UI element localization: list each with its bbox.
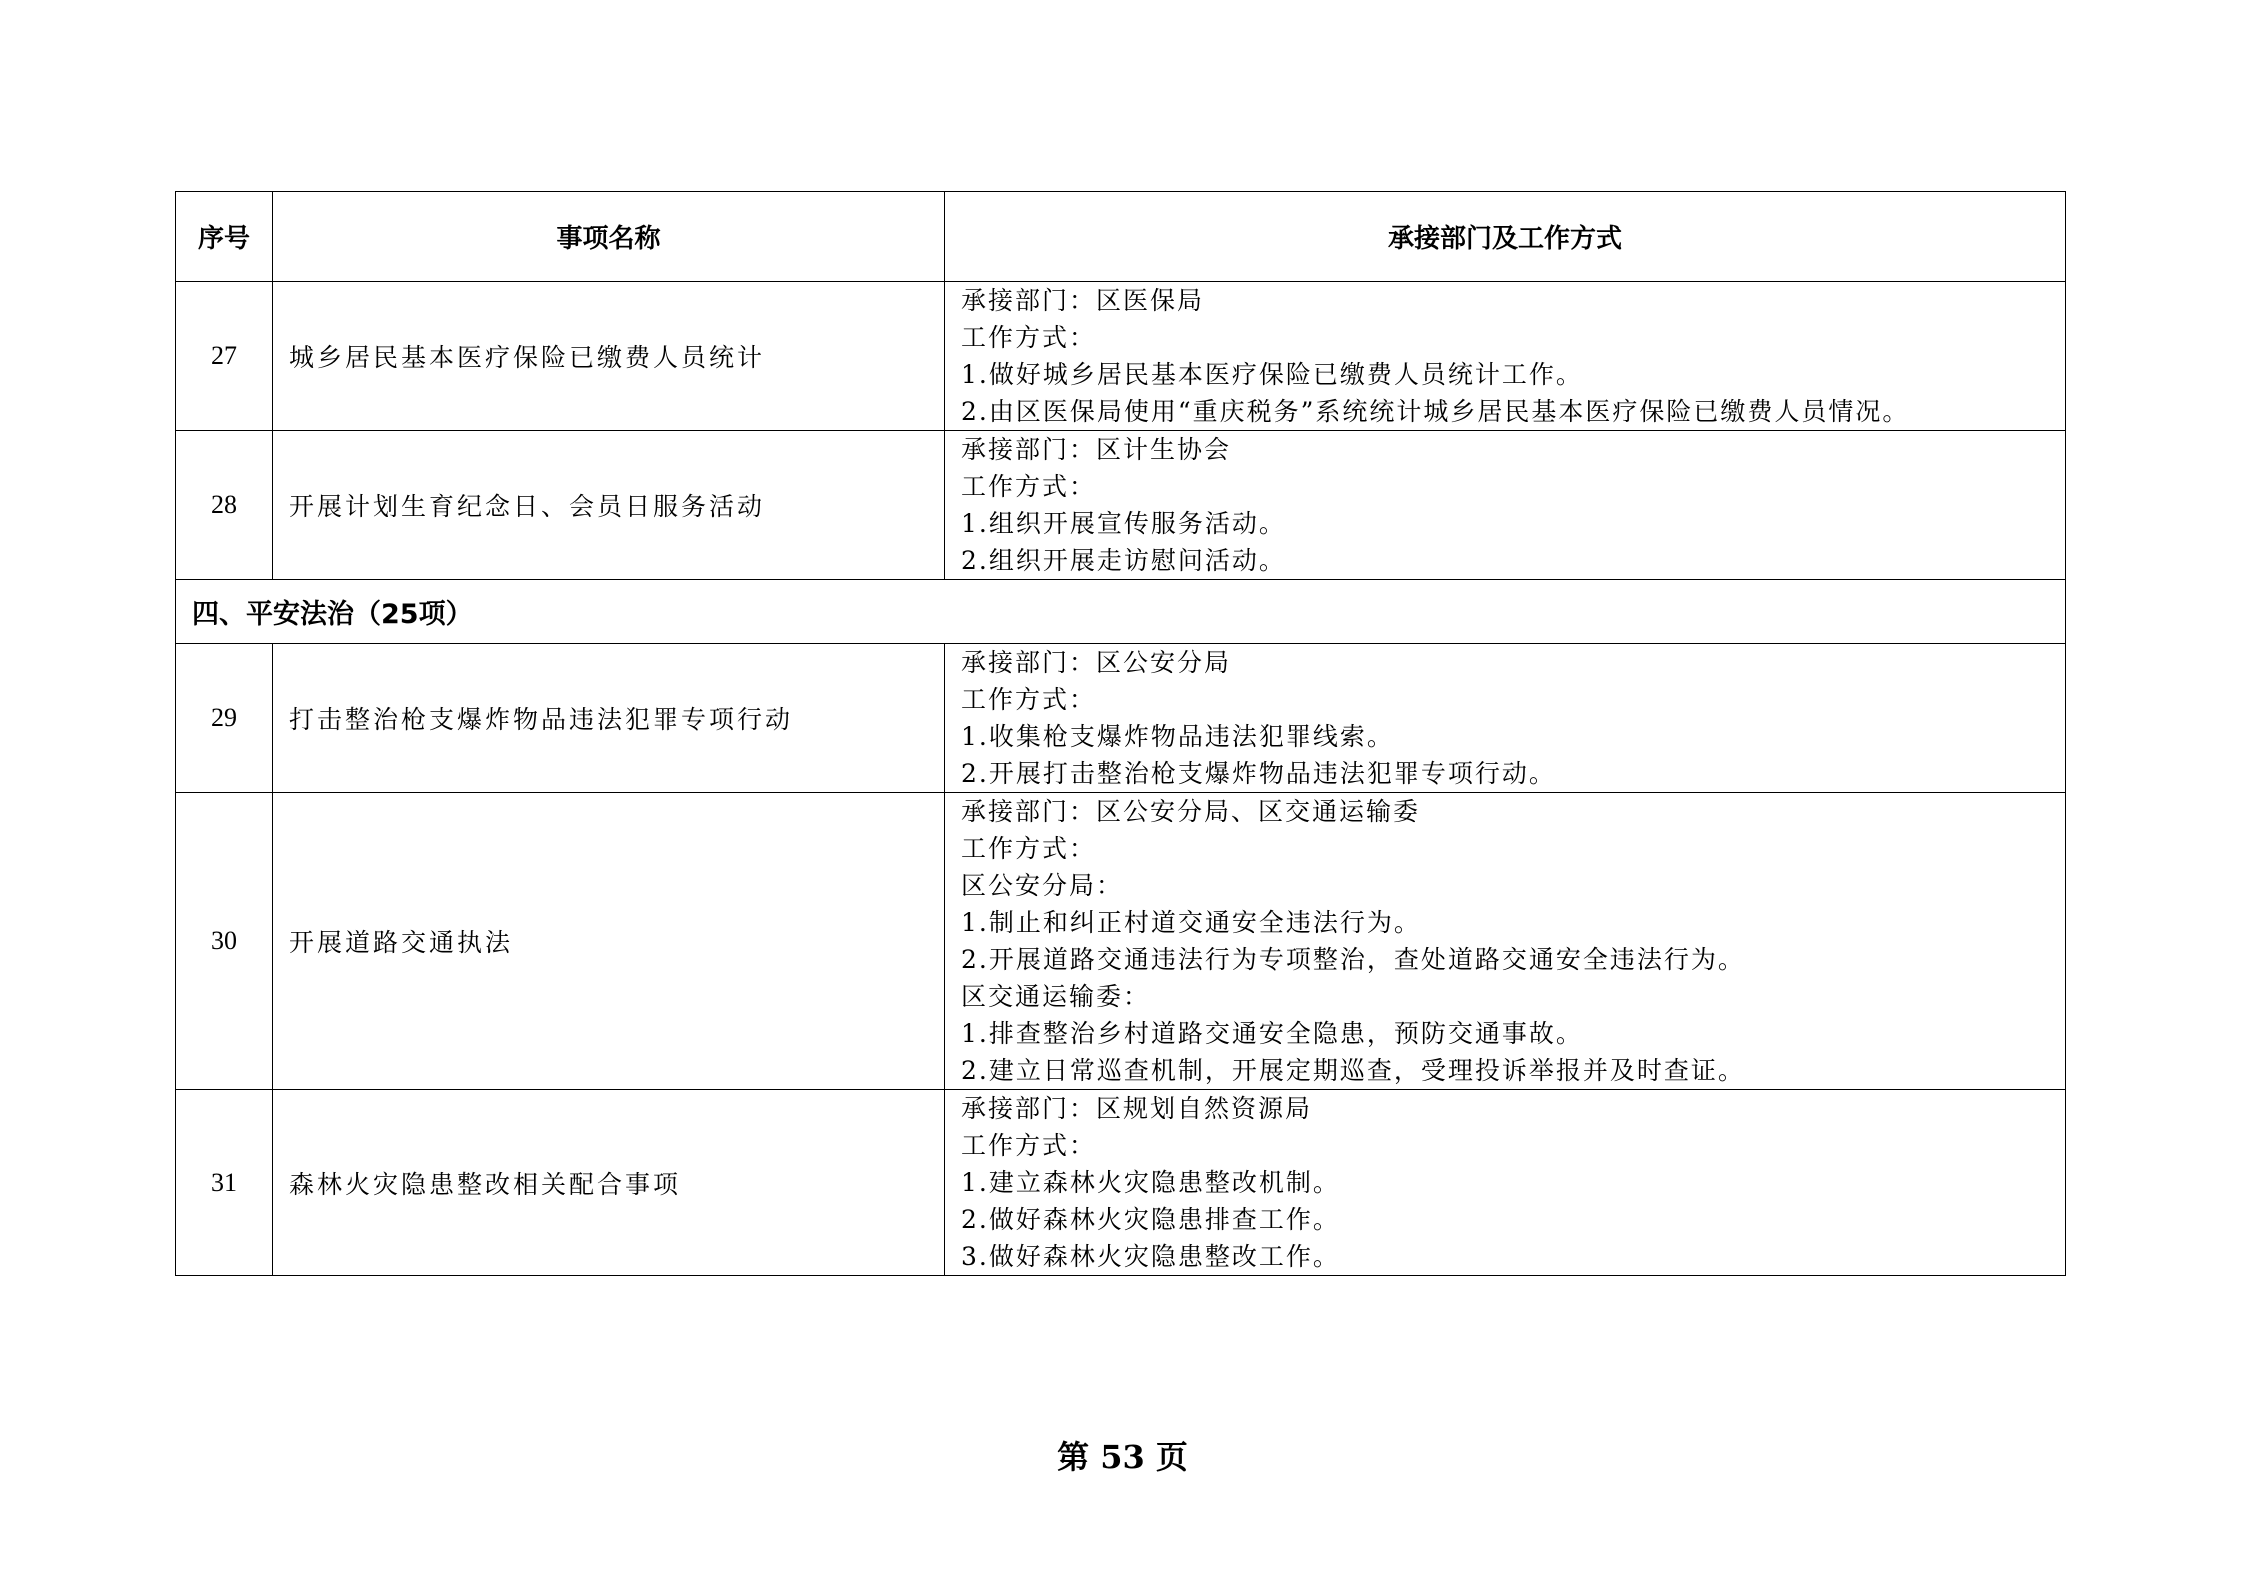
- header-item-name: 事项名称: [273, 192, 945, 282]
- department-method-line: 承接部门：区规划自然资源局: [961, 1094, 1313, 1123]
- table-body-before-section: [176, 282, 2066, 580]
- department-method-cell: [945, 282, 2066, 431]
- department-method-line: 1.做好城乡居民基本医疗保险已缴费人员统计工作。: [961, 360, 1583, 389]
- table-row: [176, 431, 2066, 580]
- department-method-line: 2.开展打击整治枪支爆炸物品违法犯罪专项行动。: [961, 759, 1556, 788]
- item-name-cell: 开展计划生育纪念日、会员日服务活动: [273, 431, 945, 580]
- table-row: [176, 1090, 2066, 1276]
- serial-number-cell: 30: [176, 793, 273, 1090]
- department-method-line: 承接部门：区医保局: [961, 286, 1205, 315]
- items-table: [175, 191, 2066, 1276]
- department-method-line: 承接部门：区公安分局、区交通运输委: [961, 797, 1421, 826]
- department-method-line: 工作方式：: [961, 1131, 1097, 1160]
- department-method-line: 1.组织开展宣传服务活动。: [961, 509, 1286, 538]
- department-method-line: 2.建立日常巡查机制，开展定期巡查，受理投诉举报并及时查证。: [961, 1056, 1745, 1085]
- department-method-line: 1.制止和纠正村道交通安全违法行为。: [961, 908, 1421, 937]
- table-row: [176, 793, 2066, 1090]
- serial-number-cell: 31: [176, 1090, 273, 1276]
- department-method-line: 1.建立森林火灾隐患整改机制。: [961, 1168, 1340, 1197]
- department-method-line: 1.收集枪支爆炸物品违法犯罪线索。: [961, 722, 1394, 751]
- item-name-cell: 城乡居民基本医疗保险已缴费人员统计: [273, 282, 945, 431]
- page-number: 第 53 页: [1057, 1438, 1188, 1476]
- department-method-line: 工作方式：: [961, 472, 1097, 501]
- department-method-line: 工作方式：: [961, 685, 1097, 714]
- department-method-line: 工作方式：: [961, 834, 1097, 863]
- table-row: [176, 282, 2066, 431]
- department-method-line: 3.做好森林火灾隐患整改工作。: [961, 1242, 1340, 1271]
- department-method-line: 2.开展道路交通违法行为专项整治，查处道路交通安全违法行为。: [961, 945, 1745, 974]
- header-serial-number: 序号: [176, 192, 273, 282]
- department-method-cell: [945, 1090, 2066, 1276]
- header-department-method: 承接部门及工作方式: [945, 192, 2066, 282]
- department-method-line: 区公安分局：: [961, 871, 1124, 900]
- section-title: 四、平安法治（25项）: [176, 580, 2066, 644]
- department-method-cell: [945, 793, 2066, 1090]
- table-body-after-section: [176, 644, 2066, 1276]
- section-header-row: [176, 580, 2066, 644]
- serial-number-cell: 27: [176, 282, 273, 431]
- item-name-cell: 开展道路交通执法: [273, 793, 945, 1090]
- department-method-line: 区交通运输委：: [961, 982, 1151, 1011]
- department-method-line: 工作方式：: [961, 323, 1097, 352]
- department-method-line: 承接部门：区公安分局: [961, 648, 1232, 677]
- department-method-line: 1.排查整治乡村道路交通安全隐患，预防交通事故。: [961, 1019, 1583, 1048]
- department-method-line: 2.组织开展走访慰问活动。: [961, 546, 1286, 575]
- serial-number-cell: 29: [176, 644, 273, 793]
- item-name-cell: 森林火灾隐患整改相关配合事项: [273, 1090, 945, 1276]
- item-name-cell: 打击整治枪支爆炸物品违法犯罪专项行动: [273, 644, 945, 793]
- table-header-row: [176, 192, 2066, 282]
- department-method-line: 承接部门：区计生协会: [961, 435, 1232, 464]
- department-method-cell: [945, 431, 2066, 580]
- department-method-line: 2.做好森林火灾隐患排查工作。: [961, 1205, 1340, 1234]
- serial-number-cell: 28: [176, 431, 273, 580]
- department-method-line: 2.由区医保局使用“重庆税务”系统统计城乡居民基本医疗保险已缴费人员情况。: [961, 397, 1910, 426]
- table-row: [176, 644, 2066, 793]
- department-method-cell: [945, 644, 2066, 793]
